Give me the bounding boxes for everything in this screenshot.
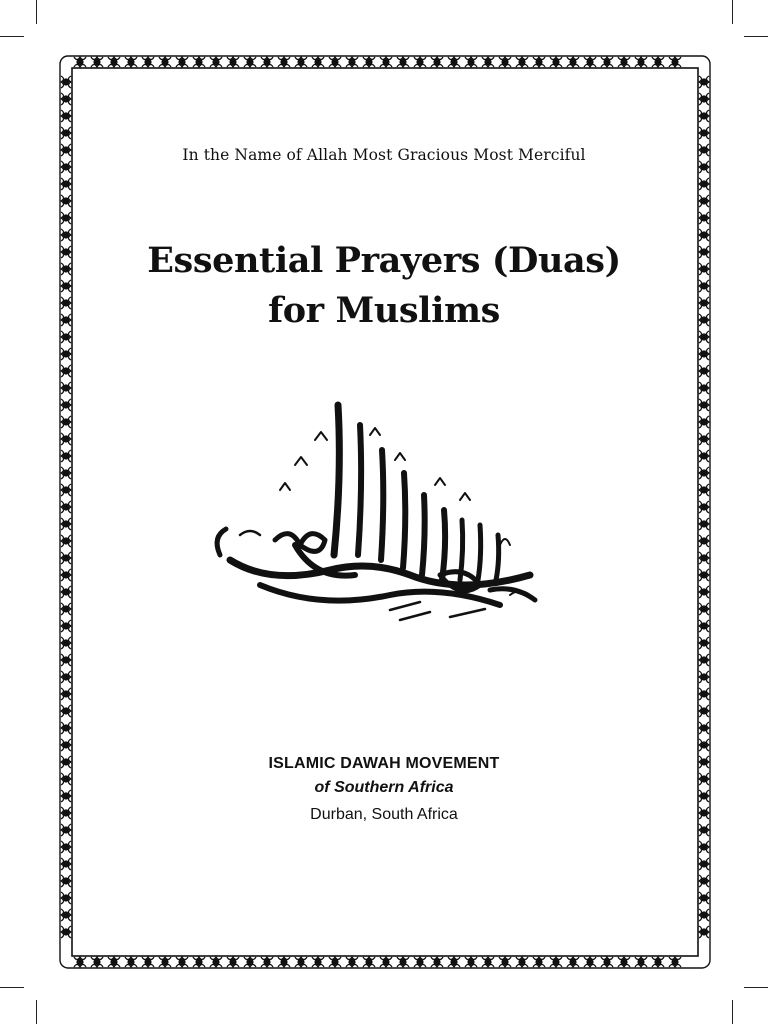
border-ornament (414, 57, 426, 67)
border-ornament (363, 57, 375, 67)
border-ornament (699, 484, 709, 496)
border-ornament (244, 957, 256, 967)
border-ornament (61, 178, 71, 190)
border-ornament (61, 518, 71, 530)
border-ornament (91, 57, 103, 67)
border-ornament (699, 841, 709, 853)
border-ornament (699, 195, 709, 207)
border-ornament (699, 722, 709, 734)
border-ornament (61, 399, 71, 411)
publisher-block (0, 752, 768, 830)
border-ornament (699, 467, 709, 479)
border-ornament (380, 57, 392, 67)
border-ornament (699, 518, 709, 530)
border-ornament (699, 892, 709, 904)
border-ornament (74, 957, 86, 967)
border-ornament (533, 957, 545, 967)
border-ornament (699, 620, 709, 632)
border-ornament (699, 212, 709, 224)
border-ornament (699, 178, 709, 190)
border-ornament (210, 57, 222, 67)
border-ornament (699, 127, 709, 139)
border-ornament (448, 57, 460, 67)
border-ornament (61, 433, 71, 445)
border-ornament (584, 57, 596, 67)
border-ornament (699, 705, 709, 717)
border-ornament (61, 603, 71, 615)
border-ornament (699, 450, 709, 462)
border-ornament (465, 57, 477, 67)
border-ornament (499, 957, 511, 967)
border-ornament (550, 57, 562, 67)
border-ornament (61, 722, 71, 734)
border-ornament (176, 57, 188, 67)
border-ornament (699, 433, 709, 445)
border-ornament (448, 957, 460, 967)
border-ornament (431, 57, 443, 67)
border-ornament (669, 57, 681, 67)
border-ornament (699, 365, 709, 377)
border-ornament (61, 195, 71, 207)
border-ornament (516, 957, 528, 967)
border-ornament (61, 688, 71, 700)
border-ornament (699, 688, 709, 700)
border-ornament (61, 382, 71, 394)
border-ornament (159, 57, 171, 67)
border-ornament (431, 957, 443, 967)
border-ornament (61, 671, 71, 683)
border-ornament (699, 909, 709, 921)
border-ornament (61, 212, 71, 224)
border-ornament (61, 365, 71, 377)
border-ornament (699, 382, 709, 394)
border-ornament (61, 535, 71, 547)
border-ornament (699, 926, 709, 938)
border-ornament (567, 957, 579, 967)
border-ornament (61, 450, 71, 462)
border-ornament (699, 76, 709, 88)
border-ornament (699, 569, 709, 581)
border-ornament (567, 57, 579, 67)
publisher-location: Durban, South Africa (310, 806, 458, 823)
border-ornament (61, 637, 71, 649)
border-ornament (482, 957, 494, 967)
border-ornament (699, 399, 709, 411)
border-ornament (108, 57, 120, 67)
border-ornament (61, 841, 71, 853)
border-ornament (699, 654, 709, 666)
border-ornament (61, 348, 71, 360)
border-ornament (278, 57, 290, 67)
border-ornament (176, 957, 188, 967)
border-ornament (618, 57, 630, 67)
border-ornament (61, 110, 71, 122)
border-ornament (346, 957, 358, 967)
border-ornament (91, 957, 103, 967)
border-ornament (652, 57, 664, 67)
border-ornament (699, 416, 709, 428)
border-ornament (61, 739, 71, 751)
publisher-subtitle: of Southern Africa (314, 779, 454, 796)
border-ornament (618, 957, 630, 967)
border-ornament (142, 57, 154, 67)
publisher-name: ISLAMIC DAWAH MOVEMENT (268, 755, 500, 772)
border-ornament (699, 110, 709, 122)
border-ornament (499, 57, 511, 67)
border-ornament (61, 552, 71, 564)
bismillah-calligraphy (200, 395, 560, 645)
page-title (0, 236, 768, 336)
border-ornament (414, 957, 426, 967)
border-ornament (61, 569, 71, 581)
border-ornament (669, 957, 681, 967)
border-ornament (397, 957, 409, 967)
border-ornament (346, 57, 358, 67)
border-ornament (142, 957, 154, 967)
border-ornament (210, 957, 222, 967)
border-ornament (635, 957, 647, 967)
border-ornament (61, 467, 71, 479)
border-ornament (533, 57, 545, 67)
border-ornament (61, 620, 71, 632)
border-ornament (108, 957, 120, 967)
border-ornament (397, 57, 409, 67)
border-ornament (227, 957, 239, 967)
border-ornament (61, 654, 71, 666)
border-ornament (699, 671, 709, 683)
border-ornament (601, 957, 613, 967)
border-ornament (699, 858, 709, 870)
border-ornament (295, 957, 307, 967)
title-line-2: for Muslims (268, 290, 500, 331)
border-ornament (61, 416, 71, 428)
border-ornament (61, 705, 71, 717)
border-ornament (193, 957, 205, 967)
border-ornament (601, 57, 613, 67)
border-ornament (584, 957, 596, 967)
border-ornament (699, 739, 709, 751)
border-ornament (61, 127, 71, 139)
border-ornament (699, 535, 709, 547)
border-ornament (261, 57, 273, 67)
border-ornament (278, 957, 290, 967)
border-ornament (312, 57, 324, 67)
border-ornament (652, 957, 664, 967)
border-ornament (699, 348, 709, 360)
border-ornament (699, 552, 709, 564)
border-ornament (61, 926, 71, 938)
border-ornament (61, 875, 71, 887)
border-ornament (61, 858, 71, 870)
border-ornament (482, 57, 494, 67)
border-ornament (61, 484, 71, 496)
border-ornament (380, 957, 392, 967)
border-ornament (261, 957, 273, 967)
border-ornament (61, 93, 71, 105)
border-ornament (699, 637, 709, 649)
border-ornament (465, 957, 477, 967)
border-ornament (363, 957, 375, 967)
border-ornament (329, 57, 341, 67)
border-ornament (193, 57, 205, 67)
invocation-text: In the Name of Allah Most Gracious Most Merciful (182, 146, 586, 164)
border-ornament (61, 76, 71, 88)
border-ornament (699, 603, 709, 615)
border-ornament (312, 957, 324, 967)
title-line-1: Essential Prayers (Duas) (147, 240, 621, 281)
border-ornament (550, 957, 562, 967)
border-ornament (125, 57, 137, 67)
border-ornament (699, 93, 709, 105)
border-ornament (699, 875, 709, 887)
border-ornament (61, 586, 71, 598)
border-ornament (74, 57, 86, 67)
border-ornament (61, 892, 71, 904)
border-ornament (516, 57, 528, 67)
border-ornament (699, 586, 709, 598)
border-ornament (61, 909, 71, 921)
border-ornament (295, 57, 307, 67)
border-ornament (244, 57, 256, 67)
border-ornament (329, 957, 341, 967)
border-ornament (61, 501, 71, 513)
border-ornament (227, 57, 239, 67)
border-ornament (125, 957, 137, 967)
border-ornament (699, 501, 709, 513)
border-ornament (635, 57, 647, 67)
border-ornament (159, 957, 171, 967)
